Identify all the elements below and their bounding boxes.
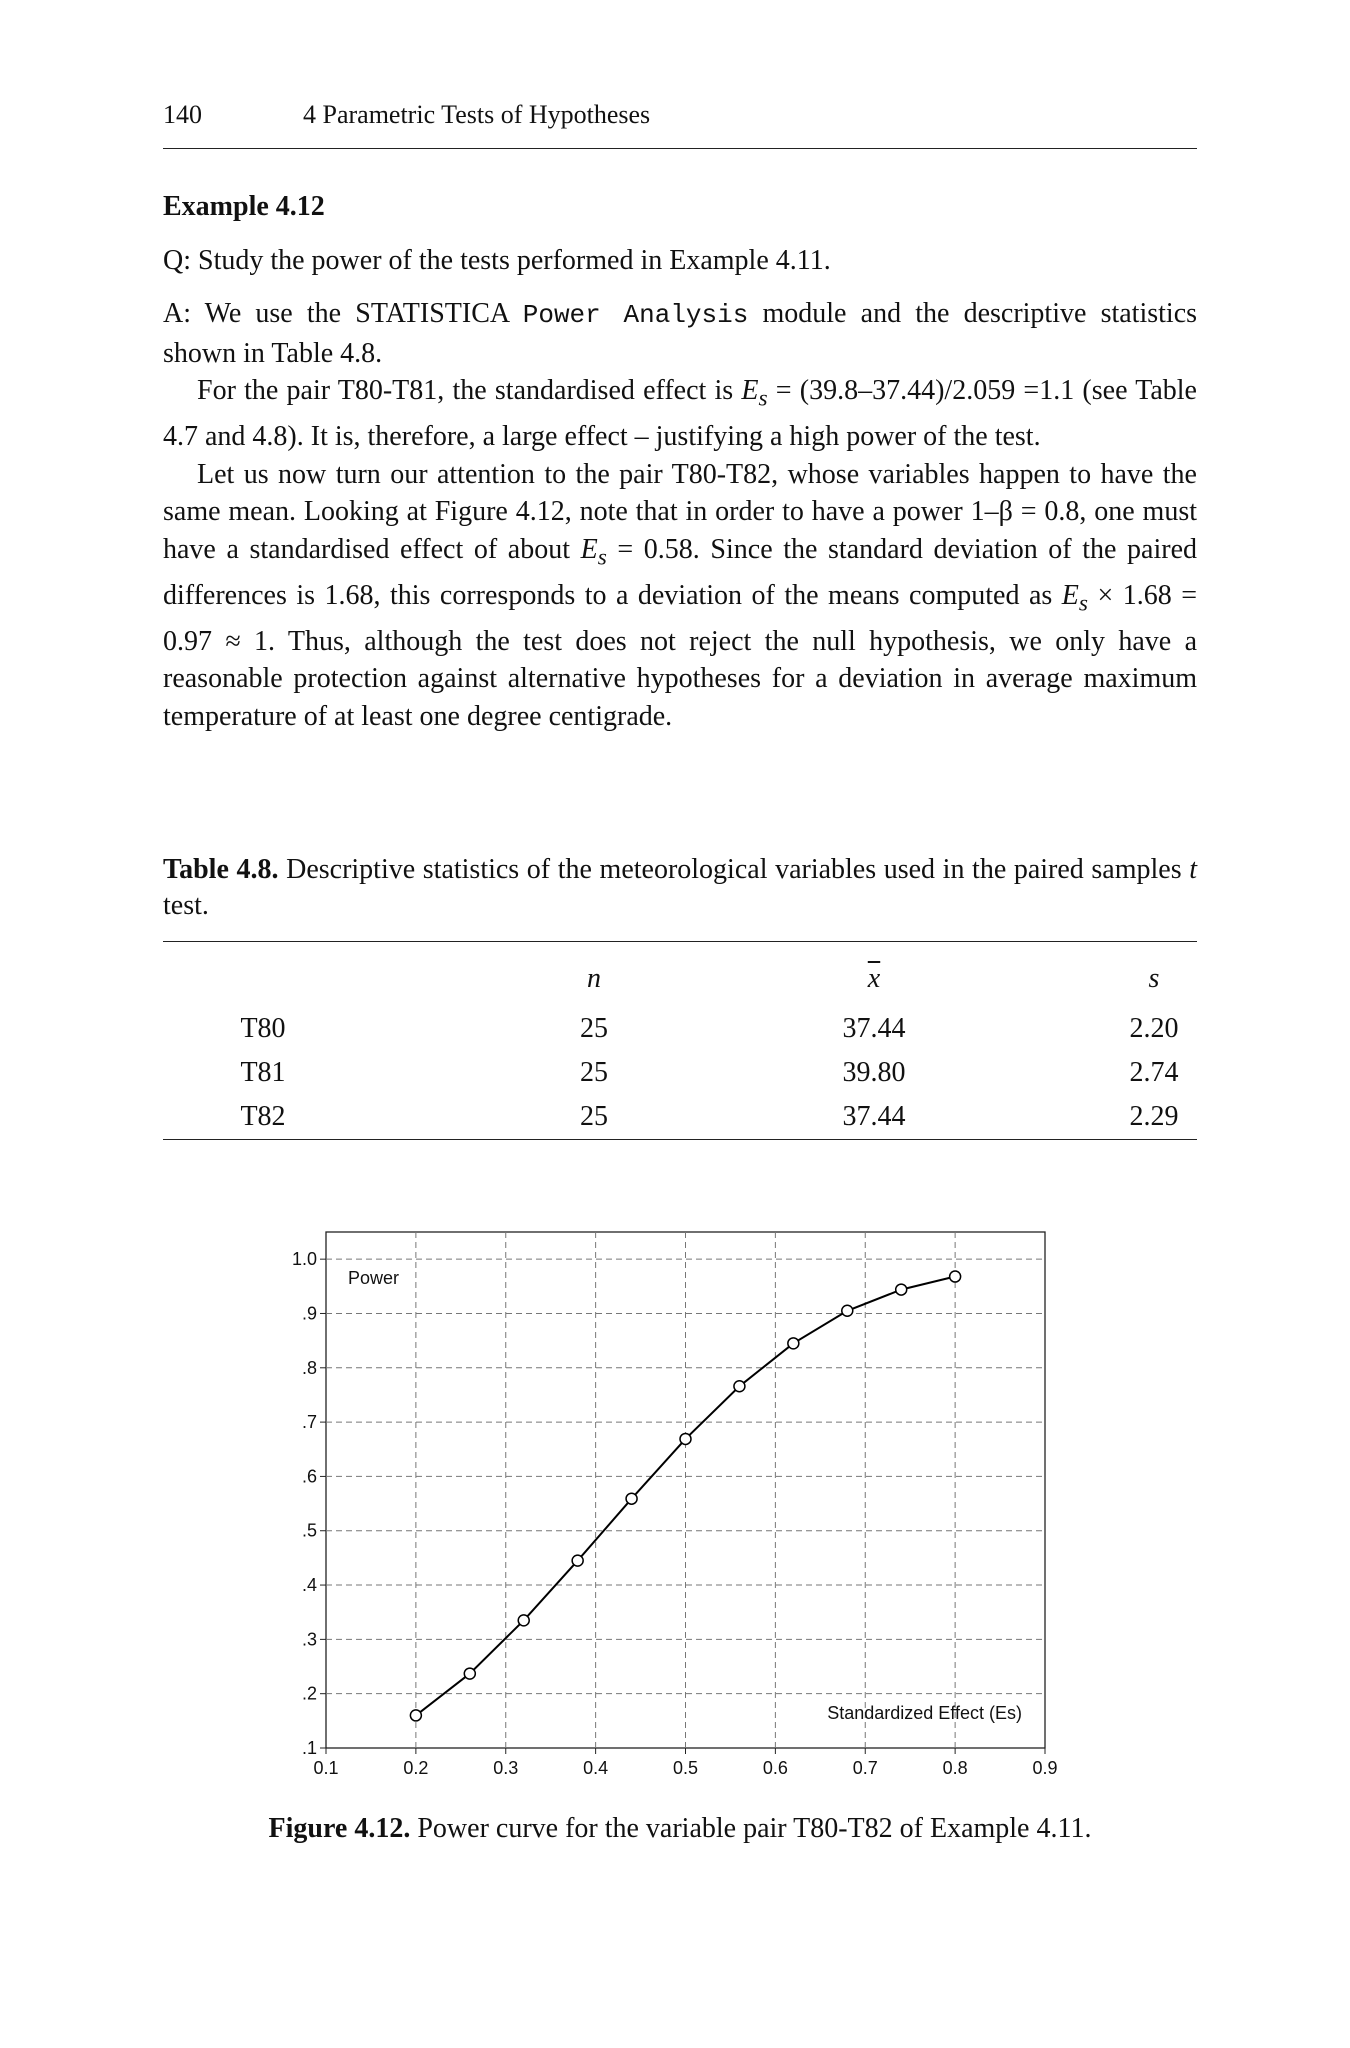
table-header-mean: $\overline{x}$ bbox=[867, 963, 881, 994]
paragraph-t80-t81 bbox=[163, 372, 1197, 456]
x-tick-label: 0.2 bbox=[403, 1758, 429, 1778]
power-curve-point bbox=[464, 1668, 475, 1679]
table-row-label: T82 bbox=[240, 1101, 286, 1132]
table-top-rule bbox=[163, 941, 1197, 942]
power-curve-point bbox=[518, 1615, 529, 1626]
power-curve-point bbox=[734, 1381, 745, 1392]
p2-text-a: For the pair T80-T81, the standardised effect is bbox=[197, 375, 742, 406]
table-bottom-rule bbox=[163, 1139, 1197, 1140]
p2-text-b: = (39.8–37.44)/2.059 =1.1 (see Table 4.7 and 4.8). It is, therefore, a large effect – justifying a high power of the test. bbox=[163, 375, 1197, 453]
y-tick-label: .1 bbox=[301, 1738, 317, 1758]
es-symbol: E bbox=[580, 533, 598, 565]
example-body bbox=[163, 188, 1197, 735]
y-axis-label: Power bbox=[348, 1268, 400, 1288]
x-tick-label: 0.6 bbox=[762, 1758, 788, 1778]
figure-caption-label: Figure 4.12. bbox=[268, 1813, 411, 1844]
example-title: Example 4.12 bbox=[163, 191, 325, 222]
y-tick-label: .8 bbox=[301, 1357, 317, 1378]
es-subscript: s bbox=[1078, 590, 1088, 617]
power-curve-point bbox=[950, 1271, 961, 1282]
table-row-label: T81 bbox=[240, 1057, 286, 1088]
y-tick-label: .2 bbox=[301, 1683, 317, 1704]
p3-text-b: = 0.58. Since the standard deviation of the paired differences is 1.68, this corresponds to a deviation of the means computed as bbox=[163, 533, 1197, 611]
paragraph-t80-t82 bbox=[163, 456, 1197, 736]
table-caption bbox=[163, 852, 1197, 924]
power-curve-point bbox=[680, 1433, 691, 1444]
table-cell-mean: 37.44 bbox=[842, 1013, 906, 1044]
y-tick-label: .6 bbox=[301, 1466, 317, 1487]
table-cell-mean: 37.44 bbox=[842, 1101, 906, 1132]
power-chart bbox=[163, 1200, 1063, 1800]
header-rule bbox=[163, 148, 1197, 149]
x-tick-label: 0.3 bbox=[493, 1758, 519, 1778]
y-tick-label: .3 bbox=[301, 1629, 317, 1650]
x-tick-label: 0.1 bbox=[313, 1758, 339, 1778]
x-tick-label: 0.9 bbox=[1032, 1758, 1058, 1778]
table-caption-end: test. bbox=[163, 890, 209, 921]
es-subscript: s bbox=[597, 544, 607, 571]
es-symbol: E bbox=[741, 375, 759, 406]
table-row-label: T80 bbox=[240, 1013, 286, 1044]
table-caption-t: t bbox=[1189, 854, 1197, 885]
es-subscript: s bbox=[758, 385, 768, 412]
table-header-n: n bbox=[587, 963, 601, 994]
power-curve-point bbox=[410, 1710, 421, 1721]
table-cell-n: 25 bbox=[580, 1057, 608, 1088]
power-curve-point bbox=[572, 1555, 583, 1566]
table-cell-s: 2.74 bbox=[1129, 1057, 1179, 1088]
p3-text-c: × 1.68 = 0.97 ≈ 1. Thus, although the test does not reject the null hypothesis, we only have a reasonable protection against alternative hypotheses for a deviation in average maximum temperature of at least one degree centigrade. bbox=[163, 579, 1197, 732]
table-cell-n: 25 bbox=[580, 1013, 608, 1044]
chapter-title: 4 Parametric Tests of Hypotheses bbox=[303, 100, 651, 129]
answer-text-post: module and the descriptive statistics shown in Table 4.8. bbox=[163, 298, 1198, 369]
y-tick-label: .9 bbox=[301, 1303, 317, 1324]
table-caption-text: Descriptive statistics of the meteorological variables used in the paired samples bbox=[278, 854, 1190, 885]
x-tick-label: 0.7 bbox=[852, 1758, 878, 1778]
y-tick-label: .4 bbox=[301, 1575, 317, 1596]
power-curve-point bbox=[788, 1338, 799, 1349]
power-chart-figure bbox=[163, 1200, 1063, 1805]
x-axis-label: Standardized Effect (Es) bbox=[827, 1703, 1022, 1723]
power-curve-point bbox=[842, 1305, 853, 1316]
power-curve-point bbox=[626, 1493, 637, 1504]
example-answer bbox=[163, 295, 1197, 372]
table-cell-s: 2.20 bbox=[1129, 1013, 1179, 1044]
y-tick-label: 1.0 bbox=[291, 1249, 317, 1270]
figure-caption bbox=[163, 1813, 1197, 1845]
answer-module-name: Power Analysis bbox=[522, 300, 749, 330]
p3-text-a: Let us now turn our attention to the pair T80-T82, whose variables happen to have the same mean. Looking at Figure 4.12, note that in order to have a power 1–β = 0.8, one must have a standardised effect of about bbox=[163, 458, 1197, 565]
table-cell-s: 2.29 bbox=[1129, 1101, 1179, 1132]
power-curve-point bbox=[896, 1284, 907, 1295]
page-number: 140 bbox=[163, 100, 202, 129]
es-symbol: E bbox=[1061, 579, 1079, 611]
table-cell-n: 25 bbox=[580, 1101, 608, 1132]
table-caption-label: Table 4.8. bbox=[163, 854, 279, 885]
table-header-s: s bbox=[1148, 963, 1160, 994]
x-tick-label: 0.5 bbox=[672, 1758, 699, 1778]
answer-text-pre: A: We use the STATISTICA bbox=[163, 298, 523, 329]
y-tick-label: .7 bbox=[301, 1412, 317, 1433]
figure-caption-text: Power curve for the variable pair T80-T82 of Example 4.11. bbox=[410, 1813, 1092, 1844]
y-tick-label: .5 bbox=[301, 1520, 317, 1541]
example-question: Q: Study the power of the tests performed in Example 4.11. bbox=[163, 244, 831, 276]
x-tick-label: 0.8 bbox=[942, 1758, 968, 1778]
plot-frame bbox=[326, 1232, 1045, 1748]
x-tick-label: 0.4 bbox=[583, 1758, 609, 1778]
table-cell-mean: 39.80 bbox=[842, 1057, 906, 1088]
